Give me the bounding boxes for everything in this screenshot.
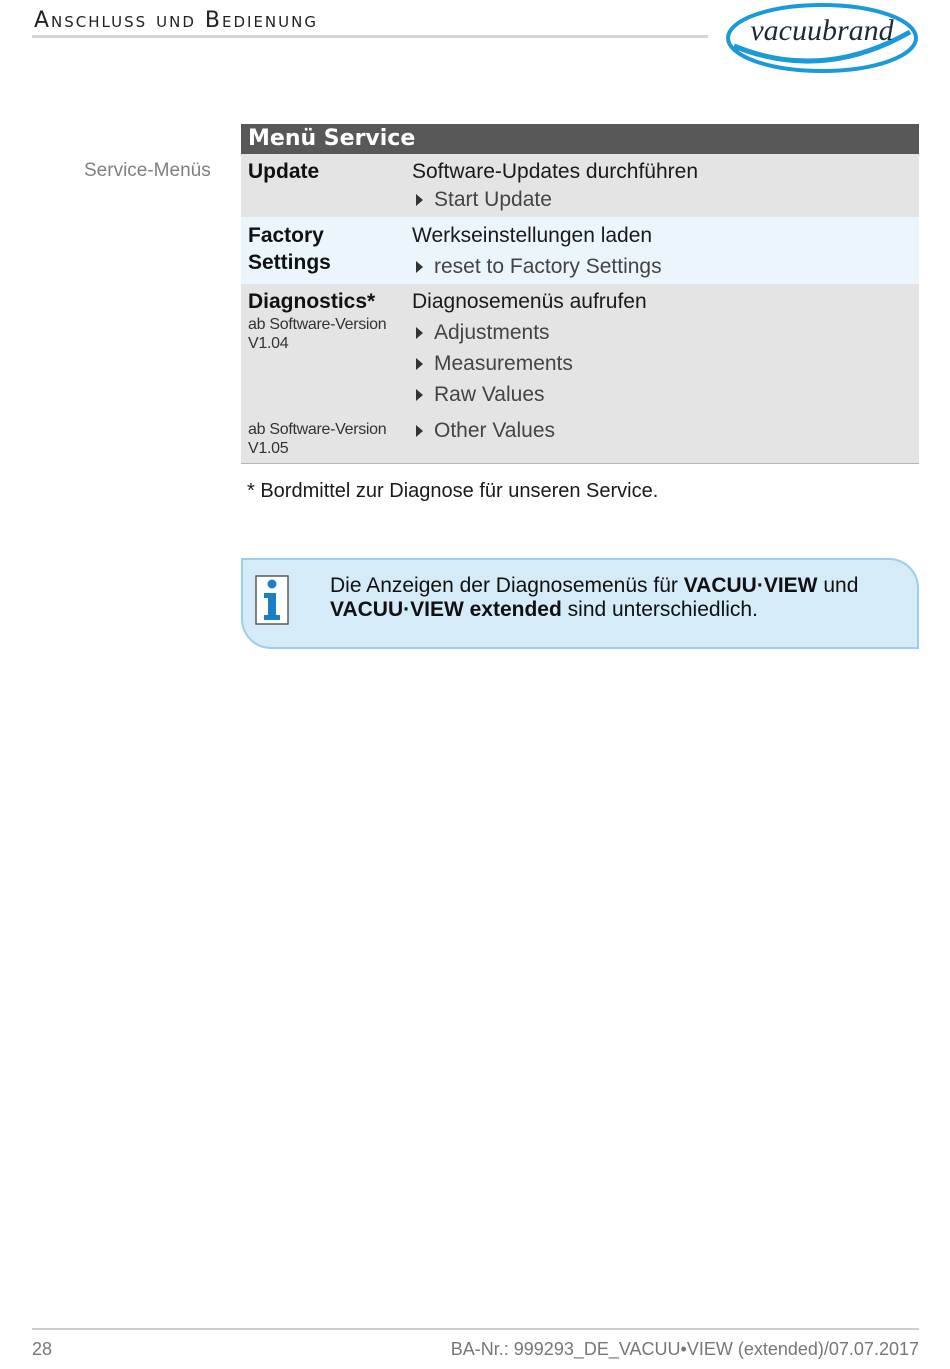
menu-item (412, 253, 662, 280)
info-text: Die Anzeigen der Diagnosemenüs für VACUU·VIEW und VACUU·VIEW extended sind unterschiedlich. (330, 574, 859, 621)
triangle-right-icon (416, 425, 423, 437)
info-icon (255, 575, 289, 625)
info-note (241, 558, 919, 649)
version-note-line1: ab Software-Version (248, 421, 387, 438)
row-description: Diagnosemenüs aufrufen (412, 290, 647, 313)
row-description: Software-Updates durchführen (412, 160, 698, 183)
service-menu-table (241, 124, 919, 464)
version-note-line2: V1.04 (248, 335, 289, 352)
menu-item-label: Start Update (434, 188, 552, 211)
section-title: Anschluss und Bedienung (34, 8, 318, 33)
menu-item (412, 319, 647, 346)
triangle-right-icon (416, 327, 423, 339)
version-note-line1: ab Software-Version (248, 316, 387, 333)
table-row-update (241, 154, 919, 217)
margin-label: Service-Menüs (84, 160, 211, 181)
footnote: * Bordmittel zur Diagnose für unseren Service. (247, 480, 659, 502)
table-row-diagnostics (241, 284, 919, 464)
menu-item-label: reset to Factory Settings (434, 255, 662, 278)
footer-divider (32, 1328, 919, 1330)
triangle-right-icon (416, 261, 423, 273)
menu-item-label: Raw Values (434, 383, 545, 406)
version-note-line2: V1.05 (248, 440, 289, 457)
menu-item (412, 381, 647, 408)
logo-text: vacuubrand (750, 14, 894, 47)
menu-item-label: Adjustments (434, 321, 550, 344)
menu-item (412, 186, 698, 213)
table-row-factory-settings (241, 217, 919, 284)
document-id: BA-Nr.: 999293_DE_VACUU•VIEW (extended)/07.07.2017 (450, 1339, 919, 1359)
menu-item-label: Other Values (434, 419, 556, 442)
header-divider (32, 35, 708, 38)
triangle-right-icon (416, 358, 423, 370)
menu-item (412, 350, 647, 377)
row-label-line1: Factory (248, 224, 324, 247)
row-label: Diagnostics* (248, 290, 376, 313)
menu-item (412, 417, 647, 444)
menu-item-label: Measurements (434, 352, 573, 375)
row-label-line2: Settings (248, 251, 331, 274)
page-number: 28 (32, 1339, 53, 1359)
triangle-right-icon (416, 389, 423, 401)
row-description: Werkseinstellungen laden (412, 224, 653, 247)
vacuubrand-logo (724, 2, 920, 74)
triangle-right-icon (416, 194, 423, 206)
table-header: Menü Service (241, 124, 919, 154)
row-label: Update (248, 160, 320, 183)
